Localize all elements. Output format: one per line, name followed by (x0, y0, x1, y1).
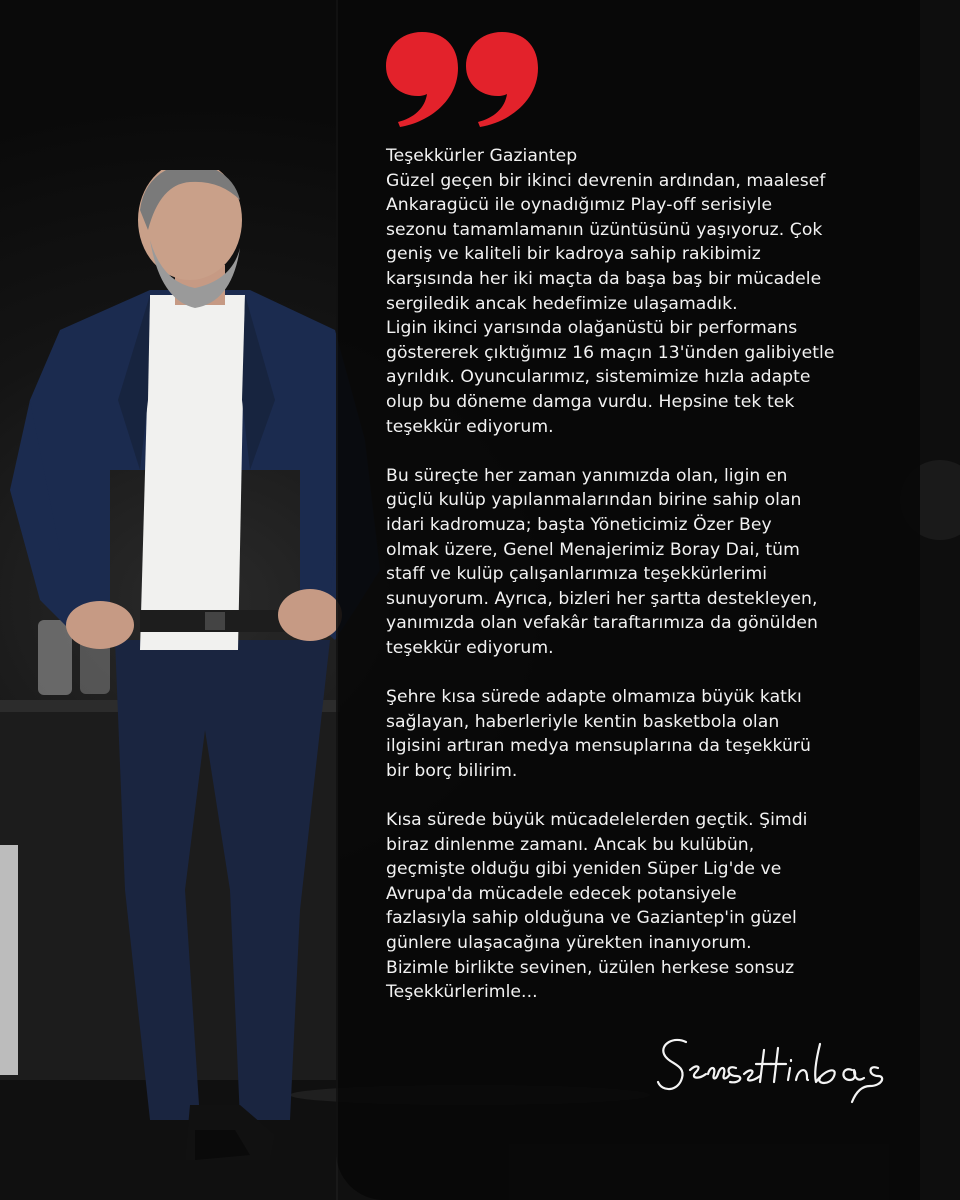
letter-paragraph (386, 464, 886, 661)
letter-line: Teşekkürlerimle... (386, 982, 538, 1003)
letter-line: Bu süreçte her zaman yanımızda olan, ligin en (386, 465, 788, 486)
letter-line: karşısında her iki maçta da başa baş bir mücadele (386, 268, 822, 289)
letter-line: Bizimle birlikte sevinen, üzülen herkese sonsuz (386, 957, 795, 978)
letter-line: günlere ulaşacağına yürekten inanıyorum. (386, 933, 752, 953)
letter-body (386, 144, 886, 1029)
letter-line: güçlü kulüp yapılanmalarından birine sahip olan (386, 490, 802, 511)
letter-line: Şehre kısa sürede adapte olmamıza büyük katkı (386, 687, 802, 708)
letter-line: geçmişte olduğu gibi yeniden Süper Lig'de ve (386, 859, 782, 880)
letter-line: sunuyorum. Ayrıca, bizleri her şartta destekleyen, (386, 588, 818, 609)
letter-line: sezonu tamamlamanın üzüntüsünü yaşıyoruz. Çok (386, 219, 823, 240)
letter-paragraph (386, 808, 886, 1005)
letter-line: ilgisini artıran medya mensuplarına da teşekkürü (386, 736, 811, 757)
letter-line: olup bu döneme damga vurdu. Hepsine tek tek (386, 391, 795, 412)
panel-divider (336, 0, 338, 1200)
letter-line: Teşekkürler Gaziantep (386, 146, 578, 166)
quote-mark-icon (384, 28, 544, 128)
letter-line: fazlasıyla sahip olduğuna ve Gaziantep'in güzel (386, 908, 797, 929)
letter-line: sağlayan, haberleriyle kentin basketbola olan (386, 711, 780, 732)
letter-line: olmak üzere, Genel Menajerimiz Boray Dai, tüm (386, 539, 800, 560)
letter-line: staff ve kulüp çalışanlarımıza teşekkürlerimi (386, 564, 768, 585)
letter-line: göstererek çıktığımız 16 maçın 13'ünden galibiyetle (386, 342, 835, 363)
letter-line: bir borç bilirim. (386, 760, 518, 781)
letter-line: Avrupa'da mücadele edecek potansiyele (386, 883, 737, 904)
handwritten-signature (656, 1030, 886, 1110)
letter-line: teşekkür ediyorum. (386, 416, 554, 437)
letter-line: Ankaragücü ile oynadığımız Play-off serisiyle (386, 195, 773, 216)
letter-line: Kısa sürede büyük mücadelelerden geçtik. Şimdi (386, 810, 808, 831)
letter-line: ayrıldık. Oyuncularımız, sistemimize hızla adapte (386, 367, 811, 388)
letter-line: Güzel geçen bir ikinci devrenin ardından, maalesef (386, 170, 826, 191)
letter-line: teşekkür ediyorum. (386, 637, 554, 658)
letter-paragraph (386, 685, 886, 783)
letter-line: Ligin ikinci yarısında olağanüstü bir performans (386, 318, 798, 339)
letter-line: yanımızda olan vefakâr taraftarımıza da gönülden (386, 613, 818, 634)
letter-line: sergiledik ancak hedefimize ulaşamadık. (386, 293, 738, 314)
letter-line: geniş ve kaliteli bir kadroya sahip rakibimiz (386, 244, 761, 265)
letter-paragraph (386, 144, 886, 439)
letter-line: biraz dinlenme zamanı. Ancak bu kulübün, (386, 834, 755, 855)
letter-line: idari kadromuza; başta Yöneticimiz Özer Bey (386, 514, 772, 535)
